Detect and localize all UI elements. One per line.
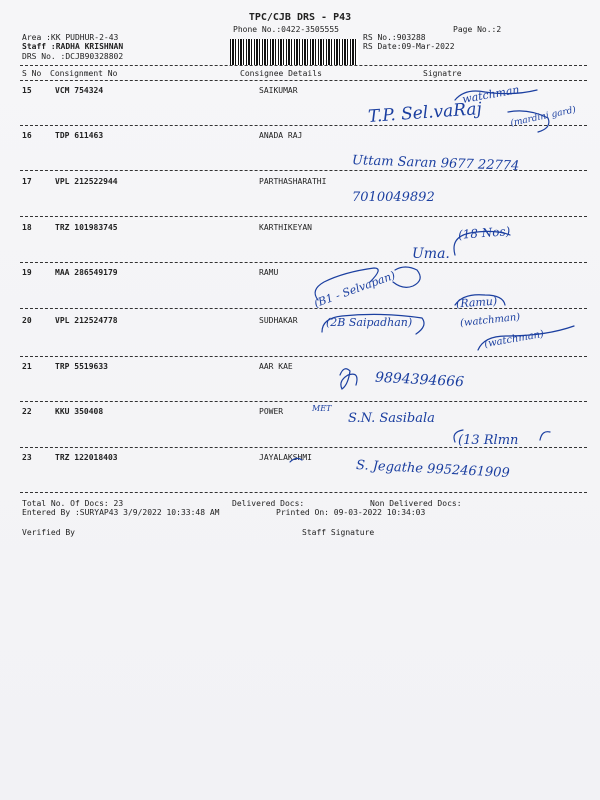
row-18-consignment: TRZ 101983745 <box>55 223 118 232</box>
row-17-consignee: PARTHASHARATHI <box>259 177 327 186</box>
row-18-sno: 18 <box>22 223 32 232</box>
col-s-no: S No <box>22 69 42 78</box>
ink-loop <box>340 369 357 389</box>
row-23-consignee: JAYALAKSHMI <box>259 453 312 462</box>
row-22-consignee: POWER <box>259 407 284 416</box>
ink-loop <box>290 458 302 462</box>
signature-row-18: Uma. <box>412 246 450 262</box>
note-row-20: (2B Saipadhan) <box>326 316 413 329</box>
sheet-title: TPC/CJB DRS - P43 <box>248 12 352 23</box>
row-22-sno: 22 <box>22 407 32 416</box>
power-suffix: MET <box>312 404 332 413</box>
area-label: Area :KK PUDHUR-2-43 <box>22 33 119 42</box>
row-17-consignment: VPL 212522944 <box>55 177 118 186</box>
row-15-consignment: VCM 754324 <box>55 86 104 95</box>
row-23-consignment: TRZ 122018403 <box>55 453 118 462</box>
rs-date: RS Date:09-Mar-2022 <box>363 42 455 51</box>
signature-row-22: S.N. Sasibala <box>348 411 435 426</box>
row-20-consignment: VPL 212524778 <box>55 316 118 325</box>
note-row-22: (13 Rlmn <box>458 433 519 448</box>
signature-row-17: 7010049892 <box>352 190 435 205</box>
note-row-20-c: (watchman) <box>483 328 545 351</box>
row-20-consignee: SUDHAKAR <box>259 316 298 325</box>
row-19-sno: 19 <box>22 268 32 277</box>
row-22-consignment: KKU 350408 <box>55 407 104 416</box>
note-row-20-b: (watchman) <box>459 311 521 330</box>
signature-row-15: T.P. Sel.vaRaj <box>367 99 483 127</box>
total-docs: Total No. Of Docs: 23 <box>22 499 124 508</box>
signature-row-21: 9894394666 <box>374 369 465 391</box>
printed-on: Printed On: 09-03-2022 10:34:03 <box>276 508 426 517</box>
non-delivered-docs: Non Delivered Docs: <box>370 499 462 508</box>
note-row-18: (18 Nos) <box>457 224 511 242</box>
phone-number: Phone No.:0422-3505555 <box>233 25 339 34</box>
row-20-sno: 20 <box>22 316 32 325</box>
row-17-sno: 17 <box>22 177 32 186</box>
col-signature: Signatre <box>423 69 462 78</box>
row-16-consignee: ANADA RAJ <box>259 131 303 140</box>
row-16-sno: 16 <box>22 131 32 140</box>
staff-signature: Staff Signature <box>302 528 375 537</box>
verified-by: Verified By <box>22 528 75 537</box>
row-21-consignment: TRP 5519633 <box>55 362 108 371</box>
row-19-consignee: RAMU <box>259 268 279 277</box>
note-row-15-b: (mardini gard) <box>509 105 577 129</box>
page-number: Page No.:2 <box>453 25 502 34</box>
col-consignment: Consignment No <box>50 69 118 78</box>
note-row-19: (B1 - Selvapan) <box>312 268 398 311</box>
row-15-sno: 15 <box>22 86 32 95</box>
entered-by: Entered By :SURYAP43 3/9/2022 10:33:48 AM <box>22 508 220 517</box>
row-21-sno: 21 <box>22 362 32 371</box>
row-18-consignee: KARTHIKEYAN <box>259 223 312 232</box>
ink-loop <box>393 267 420 287</box>
row-23-sno: 23 <box>22 453 32 462</box>
signature-row-16: Uttam Saran 9677 22774 <box>351 153 520 174</box>
signature-row-23: S. Jegathe 9952461909 <box>355 457 511 482</box>
staff-label: Staff :RADHA KRISHNAN <box>22 42 124 51</box>
note-row-15: watchman <box>461 83 521 106</box>
row-21-consignee: AAR KAE <box>259 362 293 371</box>
row-16-consignment: TDP 611463 <box>55 131 104 140</box>
col-consignee: Consignee Details <box>240 69 322 78</box>
drs-number: DRS No. :DCJB90328802 <box>22 52 124 61</box>
note-row-19-b: (Ramu) <box>455 294 498 311</box>
row-15-consignee: SAIKUMAR <box>259 86 298 95</box>
delivered-docs: Delivered Docs: <box>232 499 305 508</box>
row-19-consignment: MAA 286549179 <box>55 268 118 277</box>
rs-number: RS No.:903288 <box>363 33 426 42</box>
